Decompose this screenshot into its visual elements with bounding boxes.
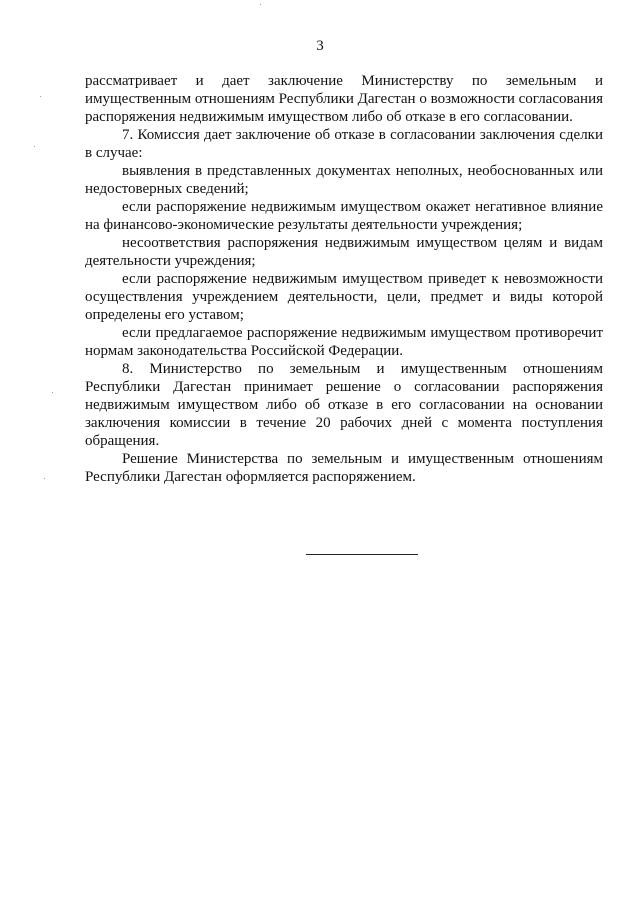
scan-speck: [44, 478, 45, 479]
document-body: [85, 72, 603, 486]
paragraph-5: несоответствия распоряжения недвижимым имуществом целям и видам деятельности учреждения;: [85, 235, 603, 269]
paragraph-7: если предлагаемое распоряжение недвижимым имуществом противоречит нормам законодательства Российской Федерации.: [85, 325, 603, 359]
scan-speck: [34, 146, 35, 147]
paragraph-1: рассматривает и дает заключение Министерству по земельным и имущественным отношениям Республики Дагестан о возможности согласования распоряжения недвижимым имуществом либо об отказе в его согласовании.: [85, 73, 603, 125]
scan-speck: [260, 4, 261, 5]
paragraph-9: Решение Министерства по земельным и имущественным отношениям Республики Дагестан оформляется распоряжением.: [85, 451, 603, 485]
scan-speck: [40, 96, 41, 97]
paragraph-6: если распоряжение недвижимым имуществом приведет к невозможности осуществления учреждением деятельности, цели, предмет и виды которой определены его уставом;: [85, 271, 603, 323]
closing-divider: [306, 554, 418, 555]
paragraph-4: если распоряжение недвижимым имуществом окажет негативное влияние на финансово-экономические результаты деятельности учреждения;: [85, 199, 603, 233]
paragraph-2: 7. Комиссия дает заключение об отказе в согласовании заключения сделки в случае:: [85, 127, 603, 161]
paragraph-3: выявления в представленных документах неполных, необоснованных или недостоверных сведений;: [85, 163, 603, 197]
paragraph-8: 8. Министерство по земельным и имущественным отношениям Республики Дагестан принимает решение о согласовании распоряжения недвижимым имуществом либо об отказе в его согласовании на основании заключения комиссии в течение 20 рабочих дней с момента поступления обращения.: [85, 361, 603, 449]
scan-speck: [52, 392, 53, 393]
page-number: 3: [316, 38, 324, 54]
